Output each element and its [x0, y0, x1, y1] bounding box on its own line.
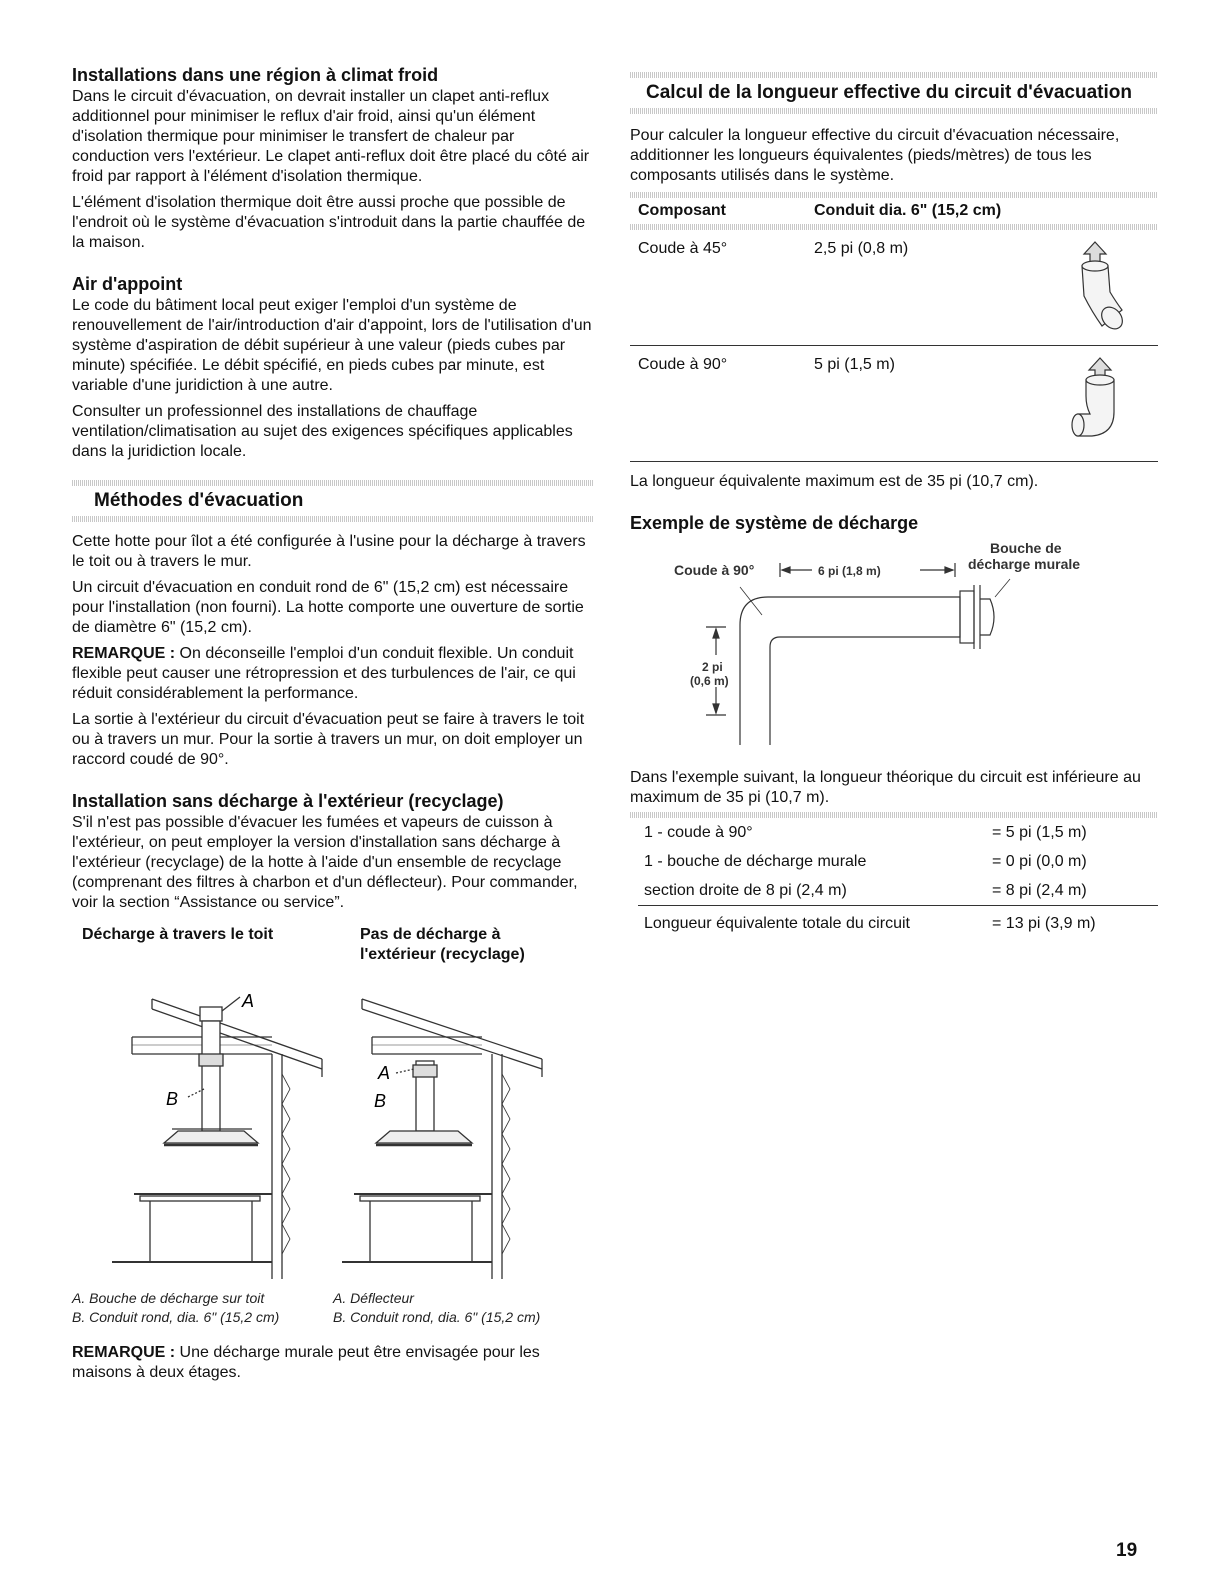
cold-climate-paragraph-1: Dans le circuit d'évacuation, on devrait installer un clapet anti-reflux additionnel pour minimiser le reflux d'air froid, ainsi qu'un élément d'isolation thermique pour minimiser le transfert de chaleur par conduction vers l'extérieur. Le clapet anti-reflux doit être placé du côté air froid par rapport à l'élément d'isolation thermique. [72, 88, 590, 185]
installation-illustrations [72, 979, 594, 1279]
row-component: Coude à 90° [630, 346, 806, 462]
makeup-air-heading: Air d'appoint [72, 274, 183, 294]
label-outlet-2: décharge murale [968, 556, 1081, 572]
calc-paragraph: Pour calculer la longueur effective du circuit d'évacuation nécessaire, additionner les longueurs équivalentes (pieds/mètres) de tous les composants utilisés dans le système. [630, 127, 1120, 184]
recirculation-heading: Installation sans décharge à l'extérieur (recyclage) [72, 791, 504, 811]
elbow-45-icon [1060, 240, 1130, 330]
recirc-label-b: B [374, 1091, 387, 1111]
calc-heading: Calcul de la longueur effective du circuit d'évacuation [646, 82, 1132, 103]
venting-methods-paragraph-2: Un circuit d'évacuation en conduit rond de 6" (15,2 cm) est nécessaire pour l'installation (non fourni). La hotte comporte une ouverture de sortie de diamètre 6" (15,2 cm). [72, 579, 584, 636]
row-value: 2,5 pi (0,8 m) [814, 240, 909, 257]
label-elbow: Coude à 90° [674, 562, 755, 578]
remark-label: REMARQUE : [72, 645, 176, 662]
label-outlet-1: Bouche de [990, 540, 1062, 556]
label-height-1: 2 pi [702, 660, 723, 674]
right-column [630, 72, 1158, 938]
recirc-label-a: A [378, 1063, 391, 1083]
caption-roof-b: B. Conduit rond, dia. 6" (15,2 cm) [72, 1309, 280, 1325]
venting-methods-heading: Méthodes d'évacuation [94, 490, 304, 511]
label-length: 6 pi (1,8 m) [818, 564, 881, 578]
table-row-total [638, 906, 1158, 939]
two-story-remark [72, 1343, 594, 1383]
row-value: = 8 pi (2,4 m) [992, 882, 1087, 899]
caption-recirc-a: A. Déflecteur [333, 1290, 414, 1306]
col-component: Composant [638, 202, 726, 219]
remark-text: On déconseille l'emploi d'un conduit flexible. Un conduit flexible peut causer une rétropression et des turbulences de l'air, ce qui réduit considérablement la performance. [72, 645, 576, 702]
row-item: 1 - bouche de décharge murale [644, 853, 867, 870]
venting-methods-paragraph-1: Cette hotte pour îlot a été configurée à l'usine pour la décharge à travers le toit ou à travers le mur. [72, 533, 586, 570]
roof-venting-subheading: Décharge à travers le toit [82, 926, 274, 943]
row-item: section droite de 8 pi (2,4 m) [644, 882, 847, 899]
makeup-air-paragraph-1: Le code du bâtiment local peut exiger l'emploi d'un système de renouvellement de l'air/introduction d'air d'appoint, lors de l'utilisation d'un système d'aspiration de débit supérieur à une valeur (pieds cubes par minute) spécifiée. Le débit spécifié, en pieds cubes par minute, est variable d'une juridiction à une autre. [72, 297, 592, 394]
illustration-captions [72, 1289, 594, 1327]
left-column [72, 64, 594, 1383]
component-table [630, 198, 1158, 462]
col-duct: Conduit dia. 6" (15,2 cm) [814, 202, 1002, 219]
page-number: 19 [1116, 1540, 1138, 1561]
total-value: = 13 pi (3,9 m) [986, 906, 1158, 939]
example-heading: Exemple de système de décharge [630, 513, 919, 533]
makeup-air-paragraph-2: Consulter un professionnel des installations de chauffage ventilation/climatisation au sujet des exigences spécifiques applicables dans la juridiction locale. [72, 403, 573, 460]
table-row [630, 346, 1158, 462]
roof-venting-illustration [72, 979, 332, 1279]
venting-methods-remark [72, 644, 594, 704]
roof-label-b: B [166, 1089, 179, 1109]
elbow-90-icon [1060, 356, 1130, 446]
total-label: Longueur équivalente totale du circuit [638, 906, 986, 939]
row-value: 5 pi (1,5 m) [806, 346, 1052, 462]
recirculation-illustration [332, 979, 592, 1279]
remark-label: REMARQUE : [72, 1344, 176, 1361]
caption-recirc-b: B. Conduit rond, dia. 6" (15,2 cm) [333, 1309, 541, 1325]
table-row [630, 230, 1158, 346]
row-component: Coude à 45° [638, 240, 728, 257]
table-row [638, 818, 1158, 847]
cold-climate-paragraph-2: L'élément d'isolation thermique doit être aussi proche que possible de l'endroit où le système d'évacuation s'introduit dans la partie chauffée de la maison. [72, 194, 586, 251]
max-length-note: La longueur équivalente maximum est de 35 pi (10,7 cm). [630, 473, 1039, 490]
row-item: 1 - coude à 90° [644, 824, 753, 841]
caption-roof-a: A. Bouche de décharge sur toit [72, 1290, 265, 1306]
example-table [638, 818, 1158, 938]
table-row [638, 876, 1158, 906]
remark-text: Une décharge murale peut être envisagée pour les maisons à deux étages. [72, 1344, 540, 1381]
example-intro: Dans l'exemple suivant, la longueur théorique du circuit est inférieure au maximum de 35 pi (10,7 m). [630, 769, 1141, 806]
roof-label-a: A [242, 991, 255, 1011]
recirculation-subheading: Pas de décharge à l'extérieur (recyclage) [360, 926, 525, 963]
row-value: = 0 pi (0,0 m) [992, 853, 1087, 870]
example-diagram [630, 535, 1158, 755]
recirculation-paragraph: S'il n'est pas possible d'évacuer les fumées et vapeurs de cuisson à l'extérieur, on peut employer la version d'installation sans décharge à l'extérieur (recyclage) de la hotte à l'aide d'un ensemble de recyclage (comprenant des filtres à charbon et d'un déflecteur). Pour commander, voir la section “Assistance ou service”. [72, 814, 578, 911]
row-value: = 5 pi (1,5 m) [992, 824, 1087, 841]
table-row [638, 847, 1158, 876]
cold-climate-heading: Installations dans une région à climat froid [72, 65, 439, 85]
venting-methods-paragraph-3: La sortie à l'extérieur du circuit d'évacuation peut se faire à travers le toit ou à travers un mur. Pour la sortie à travers un mur, on doit employer un raccord coudé de 90°. [72, 711, 585, 768]
label-height-2: (0,6 m) [690, 674, 729, 688]
